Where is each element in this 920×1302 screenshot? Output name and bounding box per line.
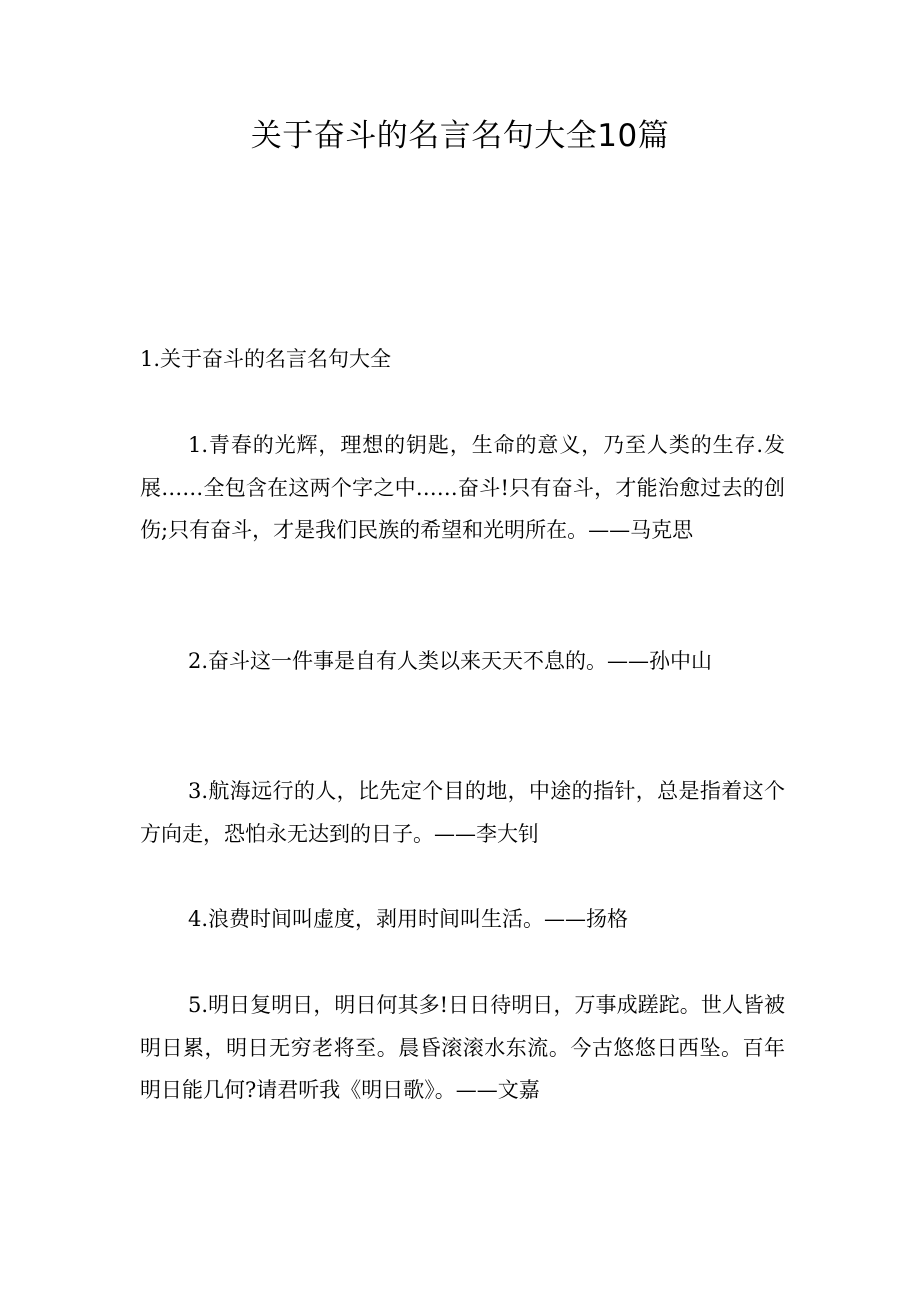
quote-paragraph: 4.浪费时间叫虚度，剥用时间叫生活。——扬格 [188, 907, 629, 931]
quote-paragraph: 2.奋斗这一件事是自有人类以来天天不息的。——孙中山 [188, 649, 713, 673]
document-title: 关于奋斗的名言名句大全10篇 [250, 118, 670, 154]
quote-paragraph: 3.航海远行的人，比先定个目的地，中途的指针，总是指着这个方向走，恐怕永无达到的日子。——李大钊 [140, 779, 785, 846]
section-heading: 1.关于奋斗的名言名句大全 [140, 347, 392, 371]
quote-paragraph: 1.青春的光辉，理想的钥匙，生命的意义，乃至人类的生存.发展……全包含在这两个字之中……奋斗!只有奋斗，才能治愈过去的创伤;只有奋斗，才是我们民族的希望和光明所在。——马克思 [140, 433, 785, 542]
quote-paragraph: 5.明日复明日，明日何其多!日日待明日，万事成蹉跎。世人皆被明日累，明日无穷老将至。晨昏滚滚水东流。今古悠悠日西坠。百年明日能几何?请君听我《明日歌》。——文嘉 [140, 993, 785, 1102]
